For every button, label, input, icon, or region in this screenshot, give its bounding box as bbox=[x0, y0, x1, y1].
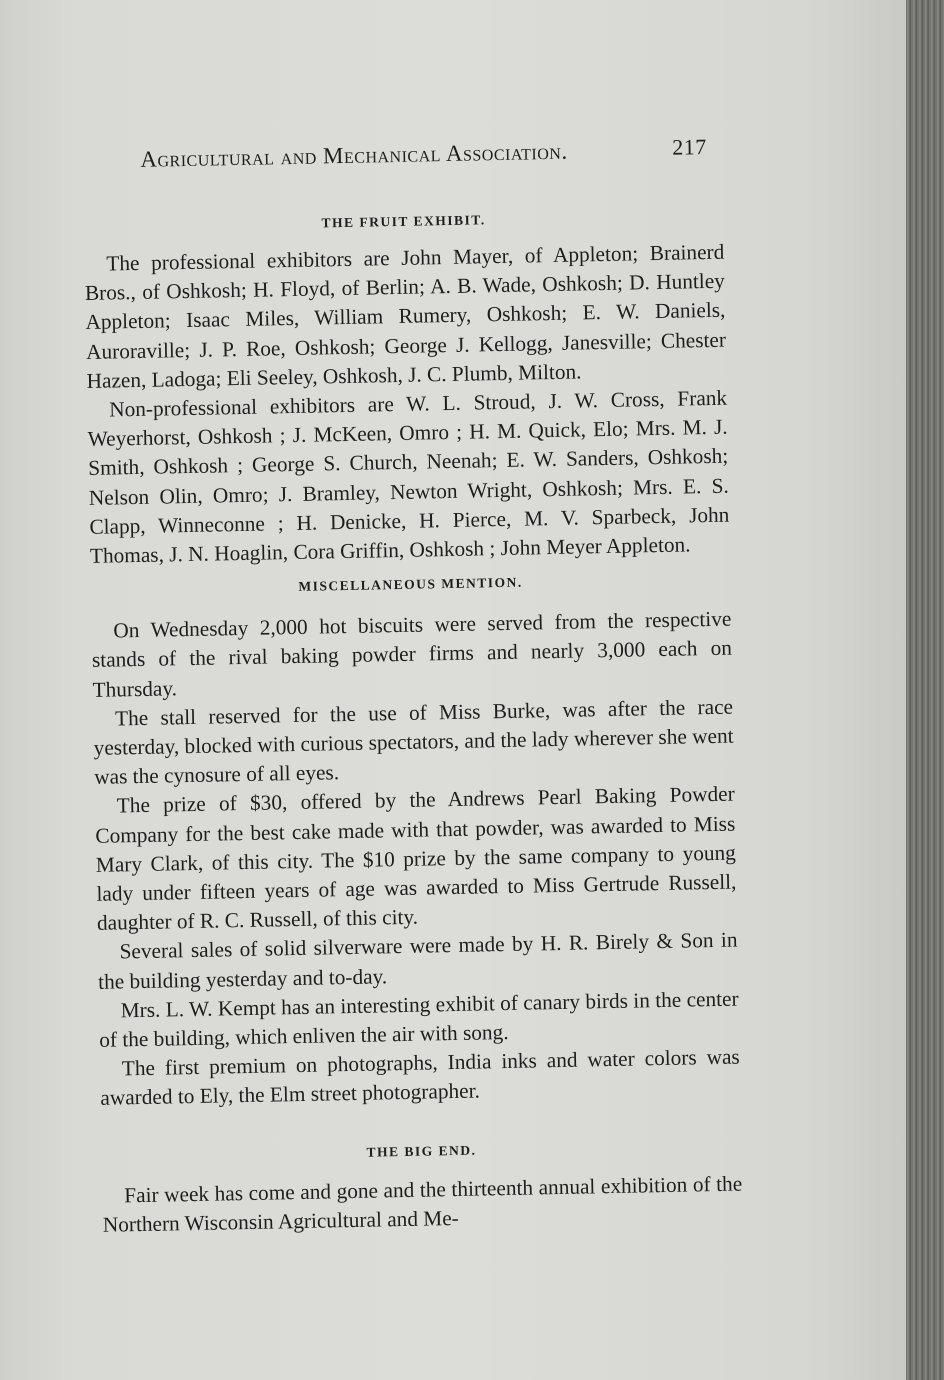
paragraph: The professional exhibitors are John Mayer, of Appleton; Brainerd Bros., of Oshkosh; H. Floyd, of Berlin; A. B. Wade, Oshkosh; D. Huntley Appleton; Isaac Miles, William Rumery, Oshkosh; E. W. Daniels, Auroraville; J. P. Roe, Oshkosh; George J. Kellogg, Janesville; Chester Hazen, Ladoga; Eli Seeley, Oshkosh, J. C. Plumb, Milton. bbox=[84, 239, 727, 393]
page-number: 217 bbox=[672, 134, 707, 160]
paragraph: On Wednesday 2,000 hot biscuits were served from the respective stands of the rival baking powder firms and nearly 3,000 each on Thursday. bbox=[91, 606, 733, 702]
paragraph: Fair week has come and gone and the thirteenth annual exhibition of the Northern Wisconsin Agricultural and Me- bbox=[102, 1171, 743, 1237]
running-head bbox=[82, 128, 723, 180]
paragraph: The stall reserved for the use of Miss Burke, was after the race yesterday, blocked with curious spectators, and the lady wherever she went was the cynosure of all eyes. bbox=[93, 694, 734, 790]
paragraph: Several sales of solid silverware were made by H. R. Birely & Son in the building yesterday and to-day. bbox=[97, 928, 738, 994]
paragraph: Mrs. L. W. Kempt has an interesting exhibit of canary birds in the center of the building, which enliven the air with song. bbox=[99, 986, 739, 1052]
section-heading-miscellaneous-mention: MISCELLANEOUS MENTION. bbox=[298, 574, 523, 595]
book-page-edges bbox=[906, 0, 944, 1380]
section-heading-the-big-end: THE BIG END. bbox=[366, 1142, 477, 1160]
paragraph: Non-professional exhibitors are W. L. Stroud, J. W. Cross, Frank Weyerhorst, Oshkosh ; J. McKeen, Omro ; H. M. Quick, Elo; Mrs. M. J. Smith, Oshkosh ; George S. Church, Neenah; E. W. Sanders, Oshkosh; Nelson Olin, Omro; J. Bramley, Newton Wright, Oshkosh; Mrs. E. S. Clapp, Winneconne ; H. Denicke, H. Pierce, M. V. Sparbeck, John Thomas, J. N. Hoaglin, Cora Griffin, Oshkosh ; John Meyer Appleton. bbox=[87, 385, 730, 568]
text-block bbox=[82, 128, 743, 1240]
running-head-title: Agricultural and Mechanical Association. bbox=[140, 138, 568, 172]
section-heading-fruit-exhibit: THE FRUIT EXHIBIT. bbox=[321, 212, 486, 231]
paragraph: The first premium on photographs, India inks and water colors was awarded to Ely, the Elm street photographer. bbox=[100, 1044, 740, 1111]
paragraph: The prize of $30, offered by the Andrews Pearl Baking Powder Company for the best cake made with that powder, was awarded to Miss Mary Clark, of this city. The $10 prize by the same company to young lady under fifteen years of age was awarded to Miss Gertrude Russell, daughter of R. C. Russell, of this city. bbox=[95, 782, 737, 936]
